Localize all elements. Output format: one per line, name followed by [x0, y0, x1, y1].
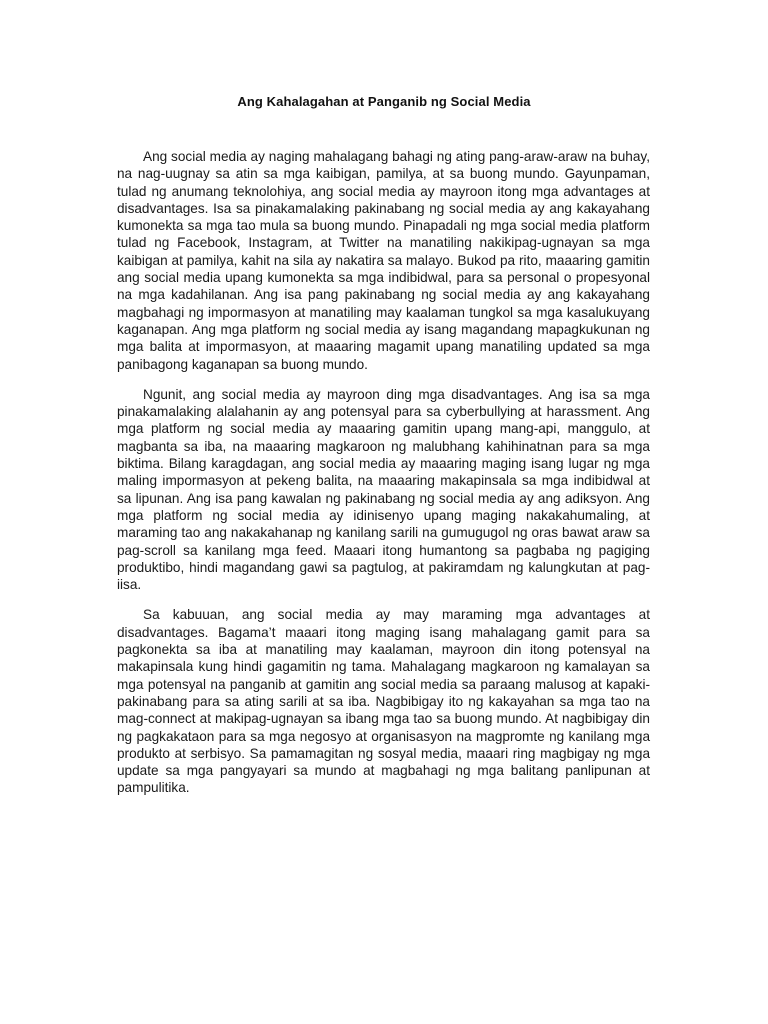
- paragraph-3: Sa kabuuan, ang social media ay may maraming mga advantages at disadvantages. Bagama’t maaari itong maging isang mahalagang gamit para sa pagkonekta sa iba at manatiling may kaalaman, mayroon din itong potensyal na makapinsala kung hindi gagamitin ng tama. Mahalagang magkaroon ng kamalayan sa mga potensyal na panganib at gamitin ang social media sa paraang malusog at kapaki-pakinabang para sa ating sarili at sa iba. Nagbibigay ito ng kakayahan sa mga tao na mag-connect at makipag-ugnayan sa ibang mga tao sa buong mundo. At nagbibigay din ng pagkakataon para sa mga negosyo at organisasyon na magpromte ng kanilang mga produkto at serbisyo. Sa pamamagitan ng sosyal media, maaari ring magbigay ng mga update sa mga pangyayari sa mundo at magbahagi ng mga balitang panlipunan at pampulitika.: [117, 607, 650, 796]
- paragraph-1: Ang social media ay naging mahalagang bahagi ng ating pang-araw-araw na buhay, na nag-uugnay sa atin sa mga kaibigan, pamilya, at sa buong mundo. Gayunpaman, tulad ng anumang teknolohiya, ang social media ay mayroon itong mga advantages at disadvantages. Isa sa pinakamalaking pakinabang ng social media ay ang kakayahang kumonekta sa mga tao mula sa buong mundo. Pinapadali ng mga social media platform tulad ng Facebook, Instagram, at Twitter na manatiling nakikipag-ugnayan sa mga kaibigan at pamilya, kahit na sila ay nakatira sa malayo. Bukod pa rito, maaaring gamitin ang social media upang kumonekta sa mga indibidwal, para sa personal o propesyonal na mga kadahilanan. Ang isa pang pakinabang ng social media ay ang kakayahang magbahagi ng impormasyon at manatiling may kaalaman tungkol sa mga kasalukuyang kaganapan. Ang mga platform ng social media ay isang magandang mapagkukunan ng mga balita at impormasyon, at maaaring magamit upang manatiling updated sa mga panibagong kaganapan sa buong mundo.: [117, 149, 650, 372]
- document-title: Ang Kahalagahan at Panganib ng Social Media: [237, 94, 531, 109]
- paragraph-2: Ngunit, ang social media ay mayroon ding mga disadvantages. Ang isa sa mga pinakamalaking alalahanin ay ang potensyal para sa cyberbullying at harassment. Ang mga platform ng social media ay maaaring gamitin upang mang-api, manggulo, at magbanta sa iba, na maaaring magkaroon ng malubhang kahihinatnan para sa mga biktima. Bilang karagdagan, ang social media ay maaaring maging isang lugar ng mga maling impormasyon at pekeng balita, na maaaring makapinsala sa mga indibidwal at sa lipunan. Ang isa pang kawalan ng pakinabang ng social media ay ang adiksyon. Ang mga platform ng social media ay idinisenyo upang maging nakakahumaling, at maraming tao ang nakakahanap ng kanilang sarili na gumugugol ng oras bawat araw sa pag-scroll sa kanilang mga feed. Maaari itong humantong sa pagbaba ng pagiging produktibo, hindi magandang gawi sa pagtulog, at pakiramdam ng kalungkutan at pag-iisa.: [117, 386, 650, 593]
- document-body: [117, 148, 650, 797]
